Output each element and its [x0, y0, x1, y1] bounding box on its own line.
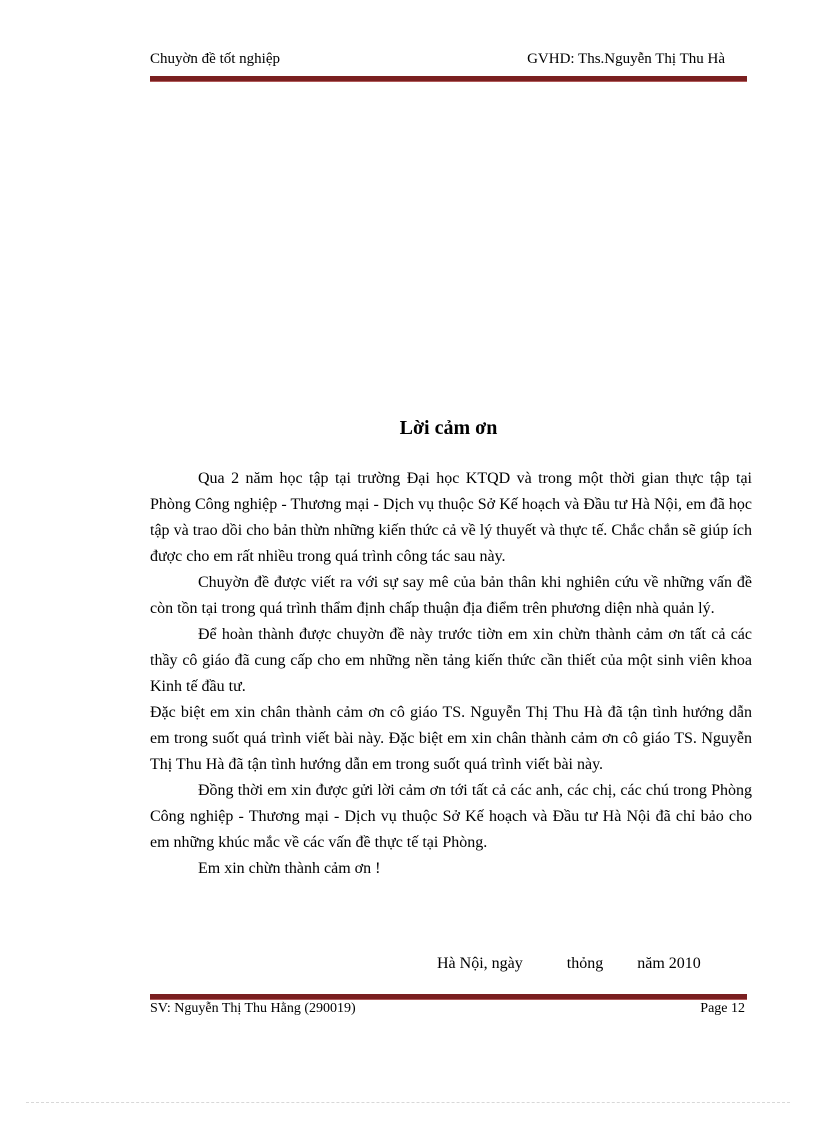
date-line [437, 955, 701, 973]
page-title: Lời cảm ơn [399, 417, 498, 439]
header-document-type: Chuyờn đề tốt nghiệp [150, 51, 281, 67]
header-supervisor: GVHD: Ths.Nguyễn Thị Thu Hà [527, 51, 725, 67]
header-divider [150, 76, 747, 82]
date-year: năm 2010 [637, 955, 701, 972]
footer-divider [150, 994, 747, 1000]
paragraph: Đặc biệt em xin chân thành cảm ơn cô giáo TS. Nguyễn Thị Thu Hà đã tận tình hướng dẫn em trong suốt quá trình viết bài này. Đặc biệt em xin chân thành cảm ơn cô giáo TS. Nguyễn Thị Thu Hà đã tận tình hướng dẫn em trong suốt quá trình viết bài này. [150, 704, 752, 773]
page-edge-divider [26, 1102, 790, 1103]
acknowledgement-body [150, 466, 752, 882]
paragraph: Đồng thời em xin được gửi lời cảm ơn tới tất cả các anh, các chị, các chú trong Phòng Công nghiệp - Thương mại - Dịch vụ thuộc Sở Kế hoạch và Đầu tư Hà Nội đã chỉ bảo cho em những khúc mắc về các vấn đề thực tế tại Phòng. [150, 782, 752, 851]
date-place: Hà Nội, ngày [437, 955, 523, 972]
footer-student: SV: Nguyễn Thị Thu Hằng (290019) [150, 1001, 356, 1016]
paragraph: Qua 2 năm học tập tại trường Đại học KTQD và trong một thời gian thực tập tại Phòng Công nghiệp - Thương mại - Dịch vụ thuộc Sở Kế hoạch và Đầu tư Hà Nội, em đã học tập và trao dồi cho bản thừn những kiến thức cả về lý thuyết và thực tế. Chắc chắn sẽ giúp ích được cho em rất nhiều trong quá trình công tác sau này. [150, 470, 752, 565]
paragraph: Chuyờn đề được viết ra với sự say mê của bản thân khi nghiên cứu về những vấn đề còn tồn tại trong quá trình thẩm định chấp thuận địa điểm trên phương diện nhà quản lý. [150, 574, 752, 617]
page-number: Page 12 [700, 1001, 745, 1016]
date-month: thỏng [566, 955, 604, 972]
paragraph: Em xin chừn thành cảm ơn ! [198, 860, 381, 877]
paragraph: Để hoàn thành được chuyờn đề này trước tiờn em xin chừn thành cảm ơn tất cả các thầy cô giáo đã cung cấp cho em những nền tảng kiến thức cần thiết của một sinh viên khoa Kinh tế đầu tư. [150, 626, 752, 695]
page-header [150, 51, 725, 75]
